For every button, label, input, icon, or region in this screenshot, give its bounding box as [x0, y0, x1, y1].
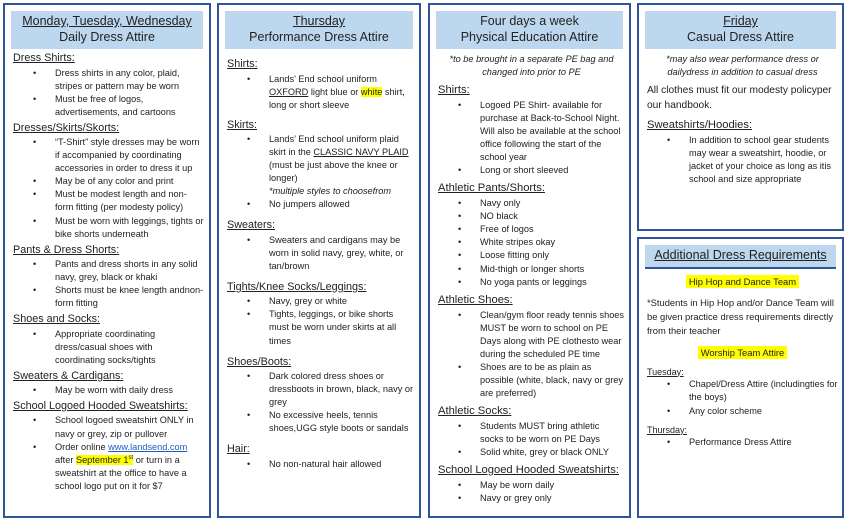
section-heading: Athletic Shoes:: [438, 293, 513, 306]
list-item: • Lands’ End school uniform plaid skirt in the CLASSIC NAVY PLAID (must be just above the knee or longer) *multiple styles to choosefrom: [227, 133, 415, 198]
list-item: • Navy, grey or white: [227, 295, 415, 308]
section-list: [13, 67, 205, 119]
list-item: • Lands’ End school uniform OXFORD light blue or white shirt, long or short sleeve: [227, 73, 415, 112]
list-item: • Clean/gym floor ready tennis shoes MUST be worn to school on PE Days along with PE clothesto wear during the scheduled PE time: [438, 309, 625, 361]
order-text: Order online: [55, 441, 109, 452]
list-item: • Logoed PE Shirt- available for purchase at Back-to-School Night. Will also be available at the school office following the start of the school year: [438, 99, 625, 164]
section-heading: Skirts:: [227, 118, 257, 131]
section-list: [647, 134, 838, 186]
section-list: [227, 133, 415, 211]
section-list: [227, 370, 415, 435]
panel-subtitle: Casual Dress Attire: [687, 29, 794, 44]
section-heading: Dress Shirts:: [13, 52, 75, 65]
panel-sections: [227, 218, 415, 470]
list-item: • Dark colored dress shoes or dressboots in brown, black, navy or grey: [227, 370, 415, 409]
section-list: [13, 136, 205, 241]
section-heading: School Logoed Hooded Sweatshirts:: [438, 464, 619, 477]
list-item: • Students MUST bring athletic socks to be worn on PE Days: [438, 420, 625, 446]
panel-title: Friday: [723, 14, 758, 28]
list-item: • Mid-thigh or longer shorts: [438, 263, 625, 276]
section-heading: Athletic Pants/Shorts:: [438, 182, 545, 195]
panel-header: [645, 245, 836, 269]
tuesday-label: Tuesday:: [647, 366, 684, 377]
list-item: • May be worn with daily dress: [13, 384, 205, 397]
list-item: • Chapel/Dress Attire (includingties for the boys): [647, 378, 838, 404]
worship-label: Worship Team Attire: [647, 346, 838, 359]
panel-performance-dress: [217, 3, 421, 518]
order-text: after: [55, 454, 76, 465]
section-heading: Sweaters:: [227, 219, 276, 232]
hiphop-label: Hip Hop and Dance Team: [647, 275, 838, 288]
september-date: [76, 455, 133, 465]
list-item: • Long or short sleeved: [438, 164, 625, 177]
section-list: [13, 258, 205, 310]
panel-subtitle: Physical Education Attire: [460, 29, 599, 44]
thursday-list: [647, 436, 838, 449]
list-item: • Navy or grey only: [438, 492, 625, 505]
list-item: • Navy only: [438, 197, 625, 210]
list-item: • School logoed sweatshirt ONLY in navy or grey, zip or pullover: [13, 414, 205, 440]
panel-subtitle: Performance Dress Attire: [249, 29, 389, 44]
list-item: • Tights, leggings, or bike shorts must be worn under skirts at all times: [227, 308, 415, 347]
section-heading: Shoes/Boots:: [227, 355, 292, 368]
section-list: [438, 309, 625, 400]
list-item: • Solid white, grey or black ONLY: [438, 446, 625, 459]
panel-subtitle: Daily Dress Attire: [59, 29, 155, 44]
list-item: • No jumpers allowed: [227, 198, 415, 211]
list-item: • Appropriate coordinating dress/casual shoes with coordinating socks/tights: [13, 328, 205, 367]
section-heading: Dresses/Skirts/Skorts:: [13, 121, 120, 134]
section-heading: School Logoed Hooded Sweatshirts:: [13, 400, 188, 413]
list-item: • No non-natural hair allowed: [227, 458, 415, 471]
panel-content: [219, 57, 419, 470]
section-list: [13, 328, 205, 367]
oxford-text: OXFORD: [269, 86, 309, 97]
panel-pe-attire: [428, 3, 631, 518]
list-item: • Must be modest length and non-form fitting (per modesty policy): [13, 188, 205, 214]
panel-content: [430, 53, 629, 505]
section-heading: Sweatshirts/Hoodies:: [647, 118, 753, 131]
panel-header: [436, 11, 623, 49]
section-list: [227, 295, 415, 347]
panel-header: [11, 11, 203, 49]
modesty-paragraph: All clothes must fit our modesty policyper our handbook.: [647, 85, 832, 112]
list-item: • Must be worn with leggings, tights or bike shorts underneath: [13, 215, 205, 241]
list-item: • Shoes are to be as plain as possible (white, black, navy or grey are preferred): [438, 361, 625, 400]
panel-content: [5, 51, 209, 493]
date-suffix: st: [128, 454, 134, 461]
list-item: • In addition to school gear students may wear a sweatshirt, hoodie, or jacket of your choice as long as itis school and size appropriate: [647, 134, 838, 186]
list-item: • Dress shirts in any color, plaid, stripes or pattern may be worn: [13, 67, 205, 93]
panel-header: [645, 11, 836, 49]
thursday-label: Thursday:: [647, 424, 688, 435]
list-item: • Loose fitting only: [438, 249, 625, 262]
panel-content: [639, 53, 842, 186]
casual-note: *may also wear performance dress or dailydress in addition to casual dress: [666, 54, 819, 78]
panel-title: Thursday: [292, 14, 346, 28]
list-item: • Sweaters and cardigans may be worn in solid navy, grey, white, or tan/brown: [227, 234, 415, 273]
section-list: [13, 384, 205, 397]
section-heading: Shoes and Socks:: [13, 313, 101, 326]
section-list: [227, 234, 415, 273]
list-item: • Must be free of logos, advertisements, and cartoons: [13, 93, 205, 119]
list-item: • Free of logos: [438, 223, 625, 236]
panel-additional-requirements: [637, 237, 844, 518]
panel-content: [639, 275, 842, 450]
section-heading: Sweaters & Cardigans:: [13, 369, 124, 382]
panel-daily-dress: [3, 3, 211, 518]
list-item: • White stripes okay: [438, 236, 625, 249]
section-list: [438, 197, 625, 288]
order-online-item: [13, 441, 205, 493]
panel-header: [225, 11, 413, 49]
pe-bag-note: *to be brought in a separate PE bag and changed into prior to PE: [449, 54, 614, 78]
panel-title: Monday, Tuesday, Wednesday: [22, 14, 192, 28]
panel-sections: [438, 83, 625, 505]
skirt-styles-note: *multiple styles to choosefrom: [269, 186, 392, 197]
section-list: [13, 414, 205, 492]
list-item: • “T-Shirt” style dresses may be worn if accompanied by coordinating accessories in order to dress it up: [13, 136, 205, 175]
list-item: • Performance Dress Attire: [647, 436, 838, 449]
list-item: • Any color scheme: [647, 405, 838, 418]
section-heading: Tights/Knee Socks/Leggings:: [227, 280, 367, 293]
list-item: • No yoga pants or leggings: [438, 276, 625, 289]
panel-casual-dress: [637, 3, 844, 231]
section-heading: Athletic Socks:: [438, 404, 512, 417]
section-heading: Shirts:: [438, 84, 470, 96]
panel-title: Four days a week: [480, 14, 579, 28]
list-item: • Shorts must be knee length andnon-form fitting: [13, 284, 205, 310]
section-list: [438, 99, 625, 177]
panel-title: Additional Dress Requirements: [654, 248, 827, 262]
list-item: • May be worn daily: [438, 479, 625, 492]
section-heading: Shirts:: [227, 58, 258, 71]
classic-navy-plaid-text: CLASSIC NAVY PLAID: [313, 147, 409, 158]
highlighted-white: white: [360, 86, 383, 97]
list-item: • No excessive heels, tennis shoes,UGG style boots or sandals: [227, 409, 415, 435]
tuesday-list: [647, 378, 838, 417]
date-text: September 1: [75, 454, 129, 465]
section-list: [227, 458, 415, 471]
landsend-link[interactable]: www.landsend.com: [108, 441, 188, 452]
list-item: • NO black: [438, 210, 625, 223]
hiphop-text: *Students in Hip Hop and/or Dance Team will be given practice dress requirements directly from their teacher: [647, 296, 834, 337]
section-list: [438, 479, 625, 505]
order-text: or turn in a sweatshirt at the office to have a school logo put on it for $7: [55, 454, 187, 491]
section-heading: Pants & Dress Shorts:: [13, 243, 120, 256]
section-list: [227, 73, 415, 112]
list-item: • Pants and dress shorts in any solid navy, grey, black or khaki: [13, 258, 205, 284]
section-list: [438, 420, 625, 459]
list-item: • May be of any color and print: [13, 175, 205, 188]
section-heading: Hair:: [227, 443, 250, 456]
